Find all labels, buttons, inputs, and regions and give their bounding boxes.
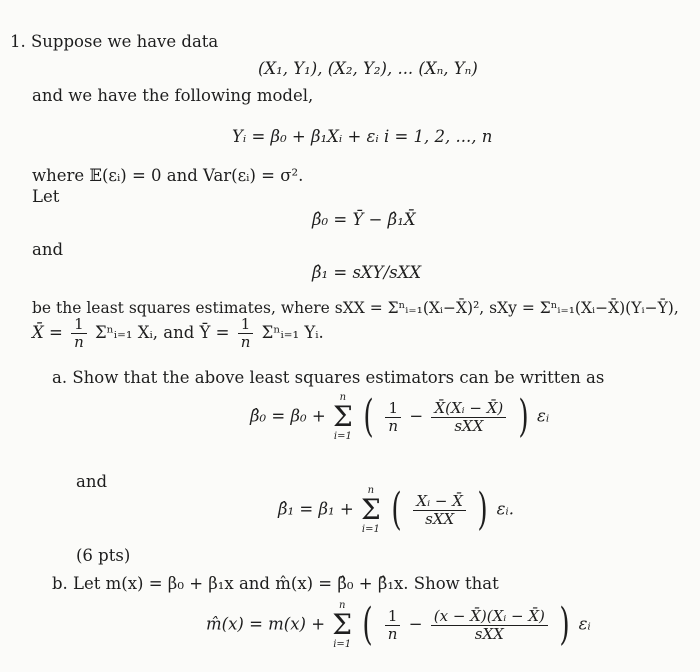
sum-symbol: n Σ i=1 bbox=[360, 485, 381, 535]
minus-sign: − bbox=[409, 406, 424, 426]
model-intro: and we have the following model, bbox=[32, 86, 314, 105]
points-label: (6 pts) bbox=[76, 546, 131, 565]
frac-den: n bbox=[388, 416, 399, 435]
frac-den: n bbox=[240, 333, 251, 351]
one-over-n-fraction-2 bbox=[238, 316, 254, 351]
part-b-label: b. Let m(x) = β₀ + β₁x and m̂(x) = β̂₀ + β̂₁x. Show that bbox=[52, 574, 499, 593]
part-b-equation: m̂(x) = m(x) + n Σ i=1 ( $\frac{1}{n}$ − $\frac{\text{(x − X̄)(Xᵢ − X̄)}}{\text{sXX}}$ ) εᵢ bbox=[206, 599, 591, 650]
sum-symbol: n Σ i=1 bbox=[332, 600, 353, 650]
xbar-sum-and-ybar: Σⁿᵢ₌₁ Xᵢ, and Ȳ = bbox=[95, 323, 230, 342]
sum-lower: i=1 bbox=[361, 524, 380, 535]
eq2-fraction bbox=[413, 493, 465, 528]
frac-den: sXX bbox=[454, 416, 484, 435]
least-squares-line: be the least squares estimates, where sXX = Σⁿᵢ₌₁(Xᵢ−X̄)², sXy = Σⁿᵢ₌₁(Xᵢ−X̄)(Yᵢ−Ȳ), bbox=[32, 299, 679, 317]
let-label: Let bbox=[32, 187, 60, 206]
part-a-equation-2: β̂₁ = β₁ + n Σ i=1 ( $\frac{\text{Xᵢ − X̄}}{\text{sXX}}$ ) εᵢ. bbox=[278, 484, 514, 535]
frac-den: n bbox=[387, 624, 398, 643]
part-b-lhs: m̂(x) = m(x) + bbox=[206, 614, 326, 634]
and-label-2: and bbox=[76, 472, 108, 491]
eq1-fraction bbox=[431, 400, 506, 435]
part-b-fraction bbox=[431, 608, 548, 643]
sum-lower: i=1 bbox=[333, 639, 352, 650]
data-sequence: (X₁, Y₁), (X₂, Y₂), ... (Xₙ, Yₙ) bbox=[258, 59, 478, 78]
minus-sign: − bbox=[408, 614, 423, 634]
sum-upper: n bbox=[338, 600, 346, 611]
means-line bbox=[32, 316, 324, 351]
beta1-hat-definition: β̂₁ = sXY/sXX bbox=[312, 263, 422, 282]
sum-lower: i=1 bbox=[333, 431, 352, 442]
frac-num: 1 bbox=[385, 608, 401, 626]
frac-den: sXX bbox=[474, 624, 504, 643]
frac-num: 1 bbox=[71, 316, 87, 334]
one-over-n-fraction-1 bbox=[71, 316, 87, 351]
xbar-eq: X̄ = bbox=[32, 323, 63, 342]
one-over-n-fraction bbox=[385, 608, 401, 643]
frac-num: 1 bbox=[385, 400, 401, 418]
part-a-equation-1: β̂₀ = β₀ + n Σ i=1 ( $\frac{1}{n}$ − $\frac{\text{X̄(Xᵢ − X̄)}}{\text{sXX}}$ ) εᵢ bbox=[250, 391, 550, 442]
epsilon-dot: εᵢ. bbox=[496, 499, 514, 519]
frac-num: Xᵢ − X̄ bbox=[413, 493, 465, 511]
model-equation: Yᵢ = β₀ + β₁Xᵢ + εᵢ i = 1, 2, ..., n bbox=[232, 127, 493, 146]
frac-num: 1 bbox=[238, 316, 254, 334]
one-over-n-fraction bbox=[385, 400, 401, 435]
frac-den: n bbox=[74, 333, 84, 351]
where-line: where 𝔼(εᵢ) = 0 and Var(εᵢ) = σ². bbox=[32, 166, 304, 185]
frac-num: (x − X̄)(Xᵢ − X̄) bbox=[431, 608, 548, 626]
epsilon: εᵢ bbox=[536, 406, 550, 426]
ybar-sum: Σⁿᵢ₌₁ Yᵢ. bbox=[261, 323, 324, 342]
frac-num: X̄(Xᵢ − X̄) bbox=[431, 400, 506, 418]
problem-intro: 1. Suppose we have data bbox=[10, 32, 219, 51]
frac-den: sXX bbox=[425, 509, 455, 528]
part-a-label: a. Show that the above least squares estimators can be written as bbox=[52, 368, 605, 387]
sum-upper: n bbox=[339, 392, 347, 403]
sum-symbol: n Σ i=1 bbox=[332, 392, 353, 442]
eq1-lhs: β̂₀ = β₀ + bbox=[250, 406, 326, 426]
and-label-1: and bbox=[32, 240, 64, 259]
epsilon: εᵢ bbox=[578, 614, 591, 634]
eq2-lhs: β̂₁ = β₁ + bbox=[278, 499, 354, 519]
beta0-hat-definition: β̂₀ = Ȳ − β̂₁X̄ bbox=[312, 210, 416, 229]
sum-upper: n bbox=[367, 485, 375, 496]
